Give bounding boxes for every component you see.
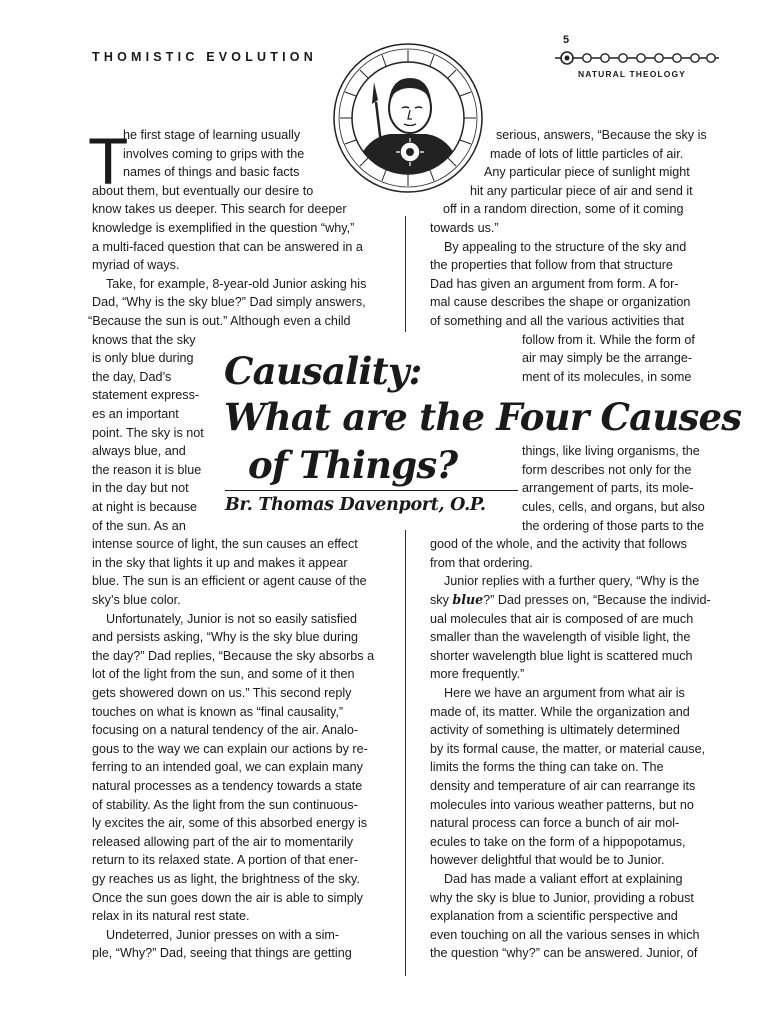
right-line: serious, answers, “Because the sky is xyxy=(496,128,707,142)
left-line: es an important xyxy=(92,407,179,421)
left-line: return to its relaxed state. A portion of that ener- xyxy=(92,853,359,868)
left-line: relax in its natural rest state. xyxy=(92,909,250,924)
left-line: statement express- xyxy=(92,388,200,403)
series-title: THOMISTIC EVOLUTION xyxy=(92,50,317,64)
left-line: know takes us deeper. This search for deeper xyxy=(92,202,347,217)
right-line-part: sky xyxy=(430,593,453,607)
right-line: ecules to take on the form of a hippopotamus, xyxy=(430,834,686,849)
right-line: from that ordering. xyxy=(430,555,533,570)
left-line: always blue, and xyxy=(92,444,186,459)
left-line: “Because the sun is out.” Although even a child xyxy=(88,314,351,328)
left-line: Undeterred, Junior presses on with a sim- xyxy=(106,927,340,942)
right-line: Junior replies with a further query, “Why is the xyxy=(444,574,700,589)
right-line: good of the whole, and the activity that follows xyxy=(430,537,687,552)
right-line: cules, cells, and organs, but also xyxy=(522,500,705,514)
article-title-line-2: What are the Four Causes xyxy=(224,395,742,439)
author-byline: Br. Thomas Davenport, O.P. xyxy=(225,495,486,515)
left-line: Once the sun goes down the air is able to simply xyxy=(92,890,363,905)
byline-rule xyxy=(225,490,518,491)
left-line: knows that the sky xyxy=(92,332,196,347)
left-line: ple, “Why?” Dad, seeing that things are getting xyxy=(92,946,352,961)
right-line-part: ?” Dad presses on, “Because the individ- xyxy=(483,593,711,607)
left-line: of the sun. As an xyxy=(92,518,186,533)
article-title-line-3: of Things? xyxy=(248,443,458,487)
right-line: activity of something is ultimately determined xyxy=(430,723,680,738)
right-line: by its formal cause, the matter, or material cause, xyxy=(430,741,706,756)
right-line: density and temperature of air can rearrange its xyxy=(430,779,696,793)
right-line: the question “why?” can be answered. Junior, of xyxy=(430,946,698,961)
left-line: lot of the light from the sun, and some of it then xyxy=(92,667,355,682)
right-line: By appealing to the structure of the sky and xyxy=(444,239,687,254)
right-line: ual molecules that air is composed of are much xyxy=(430,611,694,626)
left-line: Take, for example, 8-year-old Junior asking his xyxy=(106,276,367,291)
left-line: involves coming to grips with the xyxy=(123,146,305,161)
left-line: of stability. As the light from the sun continuous- xyxy=(92,797,358,812)
left-line: focusing on a natural tendency of the air. Analo- xyxy=(92,723,359,738)
left-line: released allowing part of the air to momentarily xyxy=(92,834,354,849)
left-line: the day?” Dad replies, “Because the sky absorbs a xyxy=(92,648,375,663)
right-line: Dad has made a valiant effort at explaining xyxy=(444,872,683,886)
right-line: even touching on all the various senses in which xyxy=(430,927,700,942)
left-line: and persists asking, “Why is the sky blue during xyxy=(92,630,358,645)
right-line: towards us.” xyxy=(430,221,499,235)
left-line: gous to the way we can explain our actions by re- xyxy=(92,741,368,756)
right-line: off in a random direction, some of it coming xyxy=(443,202,684,217)
left-line: a multi-faced question that can be answered in a xyxy=(92,239,363,254)
left-line: gets showered down on us.” This second reply xyxy=(92,686,352,700)
right-line: made of, its matter. While the organization and xyxy=(430,704,690,719)
right-line: more frequently.” xyxy=(430,667,525,682)
right-line: the properties that follow from that structure xyxy=(430,258,673,273)
left-line: Unfortunately, Junior is not so easily satisfied xyxy=(106,611,358,626)
left-line: he first stage of learning usually xyxy=(123,128,301,142)
left-line: blue. The sun is an efficient or agent cause of the xyxy=(92,574,367,589)
right-line: limits the forms the thing can take on. The xyxy=(430,760,664,775)
left-line: myriad of ways. xyxy=(92,258,180,273)
emphasis-blue: blue xyxy=(452,592,484,607)
left-line: natural processes as a tendency towards a state xyxy=(92,779,363,793)
right-line: of something and all the various activities that xyxy=(430,314,685,328)
right-line: explanation from a scientific perspective and xyxy=(430,909,678,924)
left-line: in the day but not xyxy=(92,481,189,496)
right-line: shorter wavelength blue light is scattered much xyxy=(430,648,693,663)
left-line: ferring to an intended goal, we can explain many xyxy=(92,760,363,775)
right-line: Any particular piece of sunlight might xyxy=(484,165,690,180)
left-line: about them, but eventually our desire to xyxy=(92,183,314,198)
right-line: made of lots of little particles of air. xyxy=(490,146,684,161)
left-line: intense source of light, the sun causes an effect xyxy=(92,537,358,552)
right-line: Dad has given an argument from form. A for- xyxy=(430,276,679,291)
page-number: 5 xyxy=(563,34,570,46)
left-line: gy reaches us as light, the brightness of the sky. xyxy=(92,872,360,886)
right-line: mal cause describes the shape or organization xyxy=(430,295,691,310)
right-line: form describes not only for the xyxy=(522,462,692,477)
left-line: the day, Dad’s xyxy=(92,369,172,384)
left-line: point. The sky is not xyxy=(92,425,204,440)
right-line: follow from it. While the form of xyxy=(522,332,695,347)
right-line: things, like living organisms, the xyxy=(522,444,700,459)
left-line: Dad, “Why is the sky blue?” Dad simply answers, xyxy=(92,295,366,310)
left-line: at night is because xyxy=(92,500,198,514)
right-line: air may simply be the arrange- xyxy=(522,351,693,366)
left-line: sky’s blue color. xyxy=(92,593,181,607)
right-line: ment of its molecules, in some xyxy=(522,369,692,384)
section-label: NATURAL THEOLOGY xyxy=(578,69,686,79)
left-line: names of things and basic facts xyxy=(123,165,300,180)
left-line: is only blue during xyxy=(92,351,194,366)
right-line: Here we have an argument from what air is xyxy=(444,686,685,700)
right-line: the ordering of those parts to the xyxy=(522,518,705,533)
right-line: smaller than the wavelength of visible light, the xyxy=(430,630,691,645)
right-line: why the sky is blue to Junior, providing a robust xyxy=(430,890,694,905)
right-line: arrangement of parts, its mole- xyxy=(522,481,694,496)
right-line: molecules into various weather patterns, but no xyxy=(430,797,694,812)
left-line: knowledge is exemplified in the question “why,” xyxy=(92,221,355,235)
drop-cap: T xyxy=(88,124,129,198)
right-line: natural process can force a bunch of air mol- xyxy=(430,816,680,831)
left-line: in the sky that lights it up and makes it appear xyxy=(92,555,348,570)
left-line: ly excites the air, some of this absorbed energy is xyxy=(92,816,368,831)
left-line: the reason it is blue xyxy=(92,462,202,477)
right-line xyxy=(430,591,711,610)
right-line: hit any particular piece of air and send it xyxy=(470,183,693,198)
left-line: touches on what is known as “final causality,” xyxy=(92,704,344,719)
right-line: however delightful that would be to Junior. xyxy=(430,853,665,868)
article-title-line-1: Causality: xyxy=(224,349,422,393)
